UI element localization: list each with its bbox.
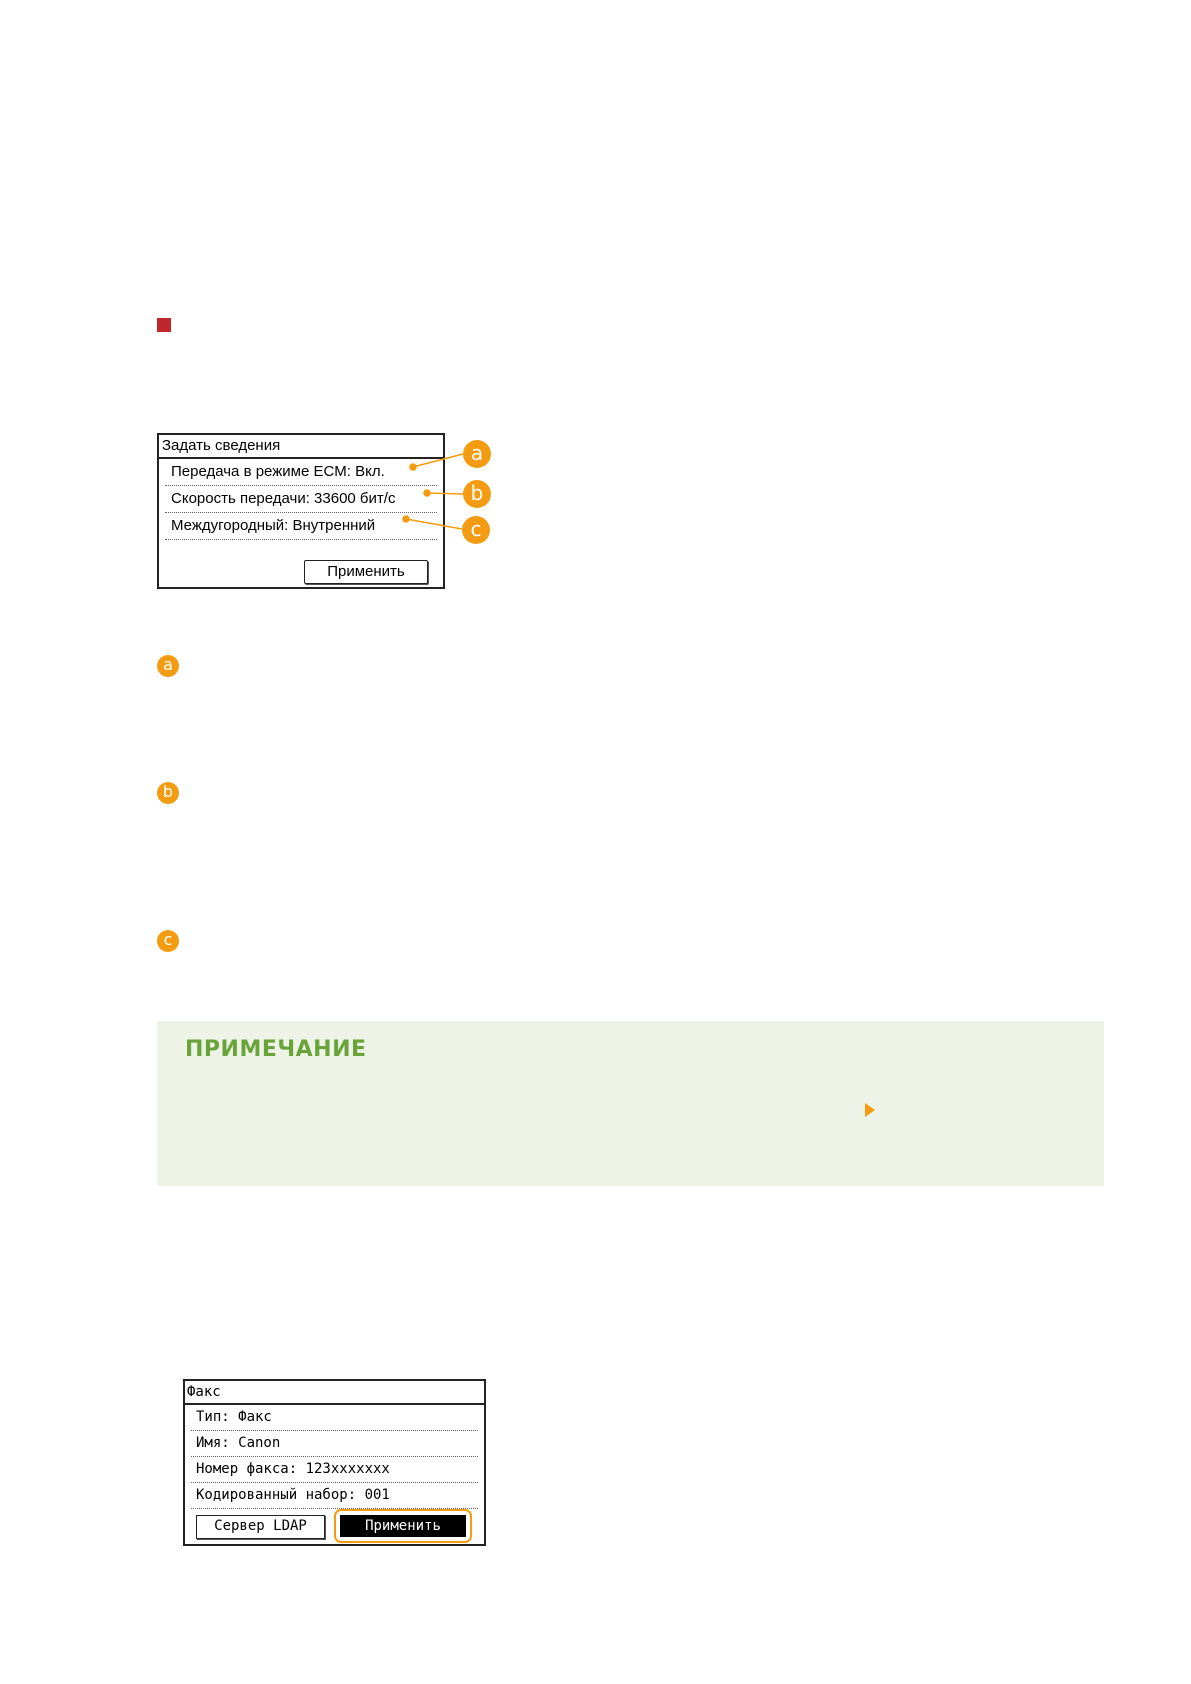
- callout-line-a: [413, 454, 463, 467]
- note-title: ПРИМЕЧАНИЕ: [185, 1037, 367, 1062]
- screen-title: Задать сведения: [159, 435, 443, 459]
- ldap-server-button[interactable]: Сервер LDAP: [196, 1515, 325, 1539]
- callout-dot-c: [403, 516, 409, 522]
- callout-line-b: [427, 493, 463, 494]
- row-speed[interactable]: Скорость передачи: 33600 бит/с: [165, 486, 437, 513]
- row-coded-dial[interactable]: Кодированный набор: 001: [191, 1483, 478, 1509]
- apply-button[interactable]: Применить: [304, 560, 428, 584]
- callout-c-icon: c: [462, 516, 490, 544]
- callout-a-icon: a: [463, 440, 491, 468]
- callout-line-c: [406, 519, 462, 529]
- marker-b-icon: b: [157, 782, 179, 804]
- marker-c-icon: c: [157, 930, 179, 952]
- row-name[interactable]: Имя: Canon: [191, 1431, 478, 1457]
- callout-dot-b: [424, 490, 430, 496]
- row-long-distance[interactable]: Междугородный: Внутренний: [165, 513, 437, 540]
- link-arrow-icon[interactable]: [865, 1103, 875, 1117]
- callout-b-icon: b: [463, 480, 491, 508]
- callout-dot-a: [410, 464, 416, 470]
- screen-title: Факс: [185, 1381, 484, 1405]
- row-fax-number[interactable]: Номер факса: 123xxxxxxx: [191, 1457, 478, 1483]
- apply-button[interactable]: Применить: [340, 1515, 466, 1537]
- row-type[interactable]: Тип: Факс: [191, 1405, 478, 1431]
- apply-highlight: [334, 1509, 472, 1543]
- marker-a-icon: a: [157, 655, 179, 677]
- fax-screen: [183, 1379, 486, 1546]
- row-ecm[interactable]: Передача в режиме ECM: Вкл.: [165, 459, 437, 486]
- note-box: [157, 1021, 1104, 1186]
